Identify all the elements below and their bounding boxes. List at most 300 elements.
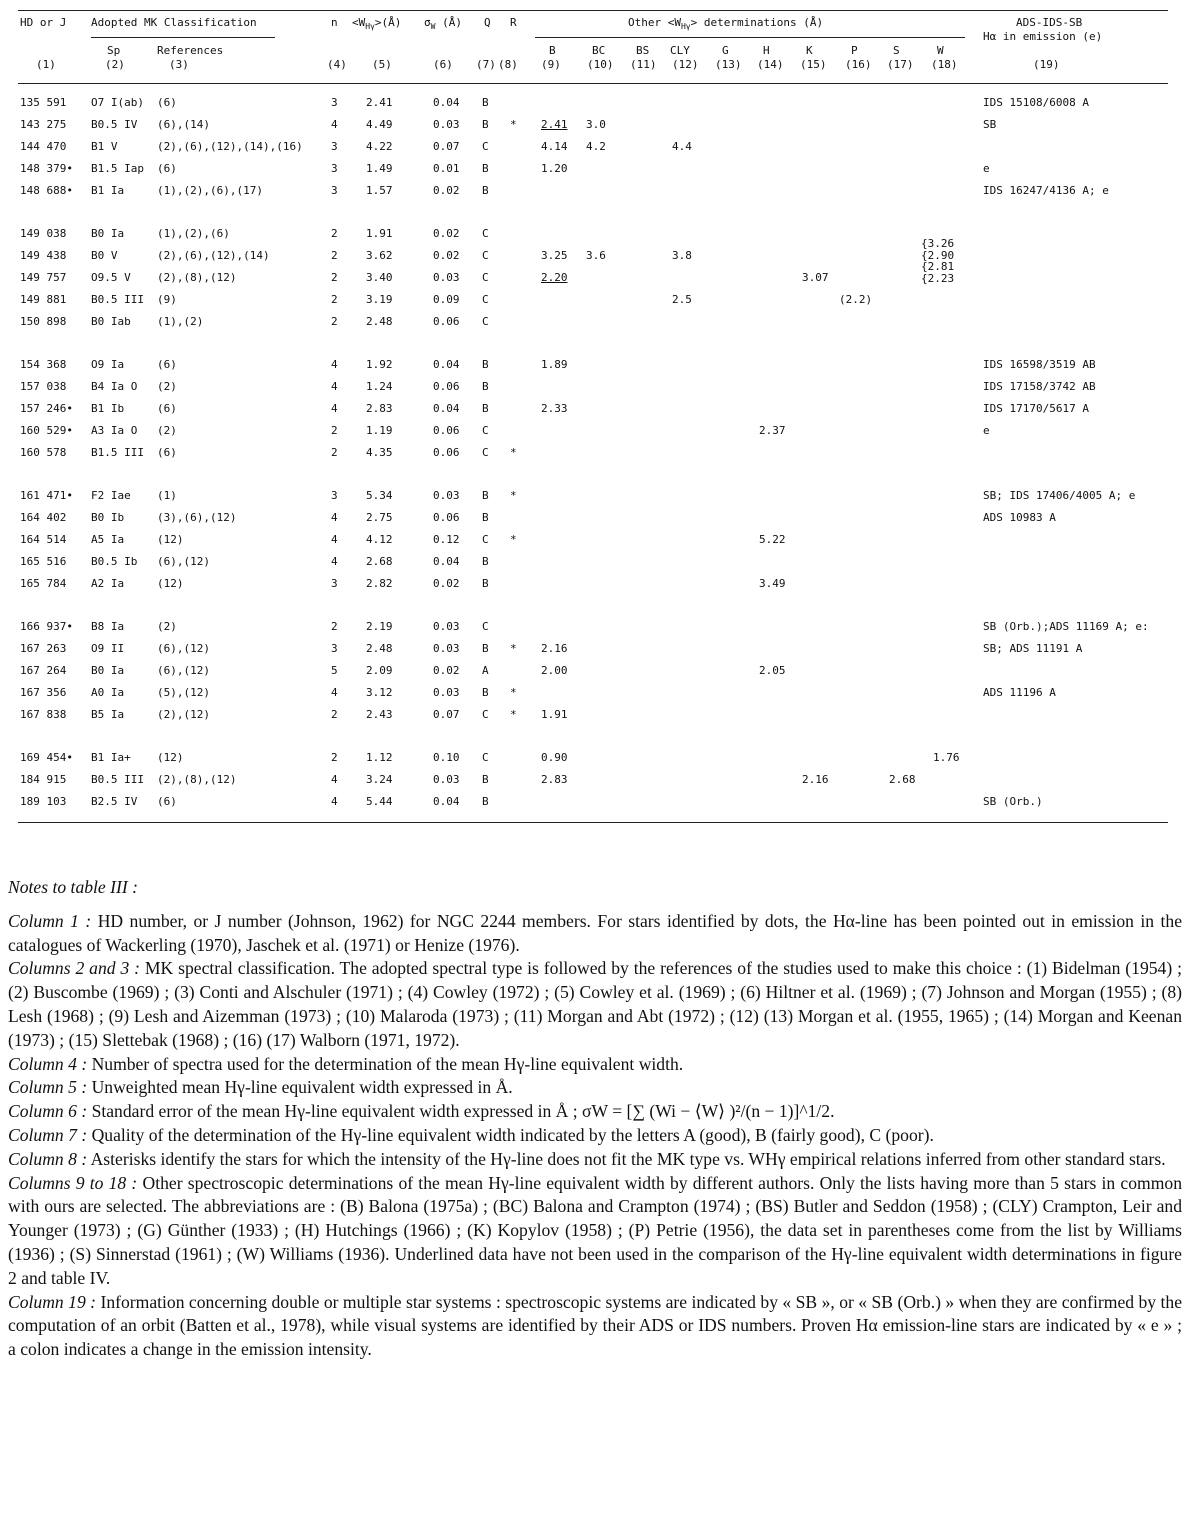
cell-sig: 0.10 [433, 751, 460, 764]
cell-sig: 0.04 [433, 794, 460, 808]
cell-sig: 0.09 [433, 292, 460, 306]
cell-n: 4 [331, 685, 338, 699]
cell-hd: 160 529• [20, 423, 73, 437]
header-mk-group: Adopted MK Classification [91, 16, 257, 29]
cell-w: 1.19 [366, 423, 393, 437]
cell-h: 2.05 [759, 663, 786, 677]
cell-bc: 3.0 [586, 117, 606, 131]
cell-hd: 166 937• [20, 620, 73, 633]
notes-title: Notes to table III : [8, 877, 138, 897]
note-paragraph [8, 1100, 1182, 1124]
header-other-col-cly: CLY [670, 44, 690, 57]
header-w-mean [352, 16, 401, 34]
cell-bc: 4.2 [586, 139, 606, 153]
cell-q: C [482, 248, 489, 262]
cell-sig: 0.02 [433, 248, 460, 262]
cell-n: 2 [331, 445, 338, 459]
cell-sp: B0 Iab [91, 314, 131, 328]
cell-sig: 0.04 [433, 554, 460, 568]
cell-q: C [482, 270, 489, 284]
cell-hd: 165 516 [20, 554, 67, 568]
cell-hd: 184 915 [20, 772, 67, 786]
cell-refs: (9) [157, 292, 177, 306]
cell-refs: (5),(12) [157, 685, 210, 699]
cell-w: 1.12 [366, 751, 393, 764]
cell-sp: O9 Ia [91, 358, 125, 371]
header-col-number-14: (14) [757, 58, 784, 71]
cell-refs: (2),(6),(12),(14),(16) [157, 139, 303, 153]
cell-k: 2.16 [802, 772, 829, 786]
cell-ads: IDS 16247/4136 A; e [983, 183, 1109, 197]
cell-hd: 144 470 [20, 139, 67, 153]
cell-sig: 0.03 [433, 620, 460, 633]
note-label: Column 6 : [8, 1101, 88, 1122]
cell-q: B [482, 794, 489, 808]
cell-hd: 148 688• [20, 183, 73, 197]
header-col-number-16: (16) [845, 58, 872, 71]
cell-q: A [482, 663, 489, 677]
cell-sp: B0 Ib [91, 510, 125, 524]
cell-sp: O9.5 V [91, 270, 131, 284]
note-label: Column 5 : [8, 1077, 88, 1098]
cell-sig: 0.06 [433, 445, 460, 459]
cell-refs: (2) [157, 620, 177, 633]
note-text: HD number, or J number (Johnson, 1962) for NGC 2244 members. For stars identified by dots, the Hα-line has been pointed out in emission in the catalogues of Wackerling (1970), Jaschek et al. (1971) or Henize (1976). [8, 910, 1182, 955]
header-refs: References [157, 44, 224, 57]
note-label: Columns 9 to 18 : [8, 1172, 138, 1193]
cell-sp: B0 V [91, 248, 118, 262]
header-sigma [424, 16, 462, 34]
cell-sp: B2.5 IV [91, 794, 138, 808]
cell-hd: 164 402 [20, 510, 67, 524]
cell-sp: B8 Ia [91, 620, 125, 633]
cell-refs: (2) [157, 423, 177, 437]
cell-sig: 0.02 [433, 183, 460, 197]
cell-n: 3 [331, 139, 338, 153]
cell-refs: (6) [157, 358, 177, 371]
note-label: Column 7 : [8, 1124, 88, 1145]
cell-hd: 154 368 [20, 358, 67, 371]
cell-n: 2 [331, 227, 338, 240]
cell-ads: SB; IDS 17406/4005 A; e [983, 489, 1136, 502]
cell-q: B [482, 401, 489, 415]
cell-sp: B1 Ib [91, 401, 125, 415]
cell-b: 2.41 [541, 117, 568, 131]
cell-refs: (6) [157, 401, 177, 415]
cell-n: 4 [331, 794, 338, 808]
cell-r: * [510, 685, 517, 699]
cell-n: 4 [331, 772, 338, 786]
cell-sp: B0 Ia [91, 227, 125, 240]
header-q: Q [484, 16, 491, 29]
header-sigma-label: σ [424, 16, 431, 29]
cell-refs: (6) [157, 794, 177, 808]
cell-ads: e [983, 161, 990, 175]
cell-refs: (2) [157, 379, 177, 393]
cell-sig: 0.06 [433, 423, 460, 437]
cell-hd: 149 881 [20, 292, 67, 306]
cell-q: C [482, 532, 489, 546]
cell-r: * [510, 707, 517, 721]
cell-ads: SB (Orb.);ADS 11169 A; e: [983, 620, 1149, 633]
cell-n: 2 [331, 620, 338, 633]
w-bracket-value [921, 273, 954, 285]
cell-ads: ADS 11196 A [983, 685, 1056, 699]
brace-glyph: { [921, 271, 928, 285]
cell-sp: A3 Ia O [91, 423, 138, 437]
cell-b: 3.25 [541, 248, 568, 262]
cell-hd: 169 454• [20, 751, 73, 764]
note-label: Columns 2 and 3 : [8, 958, 140, 979]
cell-r: * [510, 532, 517, 546]
cell-b: 4.14 [541, 139, 568, 153]
cell-hd: 143 275 [20, 117, 67, 131]
cell-ads: IDS 17170/5617 A [983, 401, 1089, 415]
cell-n: 2 [331, 314, 338, 328]
cell-q: B [482, 183, 489, 197]
cell-h: 2.37 [759, 423, 786, 437]
w-bracket-text: 2.81 [927, 260, 955, 273]
cell-w: 3.40 [366, 270, 393, 284]
note-label: Column 4 : [8, 1053, 88, 1074]
note-label: Column 1 : [8, 910, 92, 931]
cell-hd: 149 038 [20, 227, 67, 240]
cell-sig: 0.06 [433, 379, 460, 393]
cell-n: 3 [331, 576, 338, 590]
cell-w: 2.43 [366, 707, 393, 721]
note-label: Column 8 : [8, 1148, 88, 1169]
header-col-number-15: (15) [800, 58, 827, 71]
cell-refs: (6),(12) [157, 663, 210, 677]
cell-hd: 157 038 [20, 379, 67, 393]
cell-r: * [510, 489, 517, 502]
cell-n: 2 [331, 423, 338, 437]
cell-refs: (2),(8),(12) [157, 270, 237, 284]
cell-sp: B0.5 Ib [91, 554, 138, 568]
cell-s: 2.68 [889, 772, 916, 786]
brace-glyph: { [921, 260, 928, 273]
cell-b: 2.00 [541, 663, 568, 677]
header-other-col-p: P [851, 44, 858, 57]
header-col-number-3: (3) [169, 58, 189, 71]
cell-n: 2 [331, 751, 338, 764]
cell-sp: B0.5 IV [91, 117, 138, 131]
cell-n: 4 [331, 554, 338, 568]
header-col-number-7: (7) [476, 58, 496, 71]
header-col-number-8: (8) [498, 58, 518, 71]
cell-w: 1.24 [366, 379, 393, 393]
header-other-col-bc: BC [592, 44, 606, 57]
table-bottom-rule [18, 822, 1168, 823]
cell-sig: 0.01 [433, 161, 460, 175]
cell-ads: IDS 17158/3742 AB [983, 379, 1096, 393]
cell-sp: O9 II [91, 641, 125, 655]
cell-n: 2 [331, 707, 338, 721]
cell-b: 0.90 [541, 751, 568, 764]
note-text: Unweighted mean Hγ-line equivalent width expressed in Å. [87, 1077, 513, 1098]
cell-refs: (6),(14) [157, 117, 210, 131]
w-bracket-text: 3.26 [927, 237, 955, 250]
cell-hd: 157 246• [20, 401, 73, 415]
note-text: Number of spectra used for the determination of the mean Hγ-line equivalent width. [87, 1053, 684, 1074]
cell-w: 2.41 [366, 96, 393, 109]
cell-refs: (1),(2) [157, 314, 204, 328]
cell-n: 4 [331, 358, 338, 371]
cell-refs: (6),(12) [157, 554, 210, 568]
notes-body [8, 910, 1182, 1362]
note-text: Information concerning double or multiple star systems : spectroscopic systems are indicated by « SB », or « SB (Orb.) » when they are confirmed by the computation of an orbit (Batten et al., 1978), while visual systems are identified by their ADS or IDS numbers. Proven Hα emission-line stars are indicated by « e » ; a colon indicates a change in the emission intensity. [8, 1291, 1183, 1360]
header-other-group [628, 16, 823, 34]
cell-w: 1.76 [933, 751, 960, 764]
cell-sp: B4 Ia O [91, 379, 138, 393]
cell-q: C [482, 314, 489, 328]
cell-q: C [482, 423, 489, 437]
cell-q: B [482, 510, 489, 524]
cell-n: 2 [331, 292, 338, 306]
header-col-number-19: (19) [1033, 58, 1060, 71]
header-col-number-5: (5) [372, 58, 392, 71]
header-col-number-4: (4) [327, 58, 347, 71]
cell-sig: 0.03 [433, 772, 460, 786]
header-w-mean-label: <W [352, 16, 366, 29]
cell-hd: 189 103 [20, 794, 67, 808]
note-text: MK spectral classification. The adopted spectral type is followed by the references of the studies used to make this choice : (1) Bidelman (1954) ; (2) Buscombe (1969) ; (3) Conti and Alschuler (1971) ; (4) Cowley (1972) ; (5) Cowley et al. (1969) ; (6) Hiltner et al. (1969) ; (7) Johnson and Morgan (1955) ; (8) Lesh (1968) ; (9) Lesh and Aizemman (1973) ; (10) Malaroda (1973) ; (11) Morgan and Abt (1972) ; (12) (13) Morgan et al. (1955, 1965) ; (14) Morgan and Keenan (1973) ; (15) Slettebak (1968) ; (16) (17) Walborn (1971, 1972). [8, 958, 1182, 1050]
cell-w: 3.24 [366, 772, 393, 786]
cell-refs: (1),(2),(6) [157, 227, 230, 240]
header-r: R [510, 16, 517, 29]
cell-q: C [482, 620, 489, 633]
header-other-sub: Hγ [680, 22, 691, 32]
cell-b: 2.16 [541, 641, 568, 655]
w-bracket-text: 2.90 [927, 248, 955, 262]
cell-ads: e [983, 423, 990, 437]
cell-q: B [482, 379, 489, 393]
cell-ads: SB (Orb.) [983, 794, 1043, 808]
cell-w: 4.22 [366, 139, 393, 153]
header-w-mean-unit: >(Å) [374, 16, 402, 29]
header-other-col-w: W [937, 44, 944, 57]
cell-b: 1.20 [541, 161, 568, 175]
header-col-number-17: (17) [887, 58, 914, 71]
cell-h: 5.22 [759, 532, 786, 546]
header-col-number-1: (1) [36, 58, 56, 71]
cell-q: C [482, 751, 489, 764]
cell-w: 2.82 [366, 576, 393, 590]
cell-hd: 167 263 [20, 641, 67, 655]
cell-w: 2.19 [366, 620, 393, 633]
cell-n: 2 [331, 270, 338, 284]
cell-n: 3 [331, 161, 338, 175]
cell-refs: (6),(12) [157, 641, 210, 655]
cell-h: 3.49 [759, 576, 786, 590]
cell-r: * [510, 117, 517, 131]
cell-sig: 0.04 [433, 358, 460, 371]
cell-q: B [482, 772, 489, 786]
cell-hd: 149 757 [20, 270, 67, 284]
cell-n: 4 [331, 532, 338, 546]
header-other-col-bs: BS [636, 44, 650, 57]
note-paragraph [8, 1172, 1182, 1291]
cell-w: 2.48 [366, 314, 393, 328]
cell-w: 1.57 [366, 183, 393, 197]
cell-refs: (1),(2),(6),(17) [157, 183, 263, 197]
cell-w: 4.12 [366, 532, 393, 546]
header-other-col-s: S [893, 44, 900, 57]
cell-w: 2.09 [366, 663, 393, 677]
note-paragraph [8, 1076, 1182, 1100]
cell-hd: 167 356 [20, 685, 67, 699]
cell-w: 4.35 [366, 445, 393, 459]
cell-n: 3 [331, 183, 338, 197]
header-other-underline [535, 37, 965, 38]
cell-sp: A5 Ia [91, 532, 125, 546]
cell-sp: B5 Ia [91, 707, 125, 721]
table-header-rule [18, 83, 1168, 84]
header-hd: HD or J [20, 16, 67, 29]
cell-ads: IDS 15108/6008 A [983, 96, 1089, 109]
cell-w: 4.49 [366, 117, 393, 131]
cell-q: C [482, 139, 489, 153]
header-mk-underline [91, 37, 275, 38]
cell-w: 3.12 [366, 685, 393, 699]
cell-sp: B0.5 III [91, 292, 144, 306]
cell-sp: O7 I(ab) [91, 96, 144, 109]
cell-sig: 0.03 [433, 641, 460, 655]
cell-hd: 149 438 [20, 248, 67, 262]
w-bracket-text: 2.23 [927, 271, 955, 285]
note-text: Quality of the determination of the Hγ-line equivalent width indicated by the letters A (good), B (fairly good), C (poor). [87, 1124, 934, 1145]
cell-sig: 0.06 [433, 314, 460, 328]
header-other-tail: > determinations (Å) [690, 16, 824, 29]
cell-hd: 150 898 [20, 314, 67, 328]
cell-sig: 0.07 [433, 139, 460, 153]
header-ads-title: ADS-IDS-SB [1016, 16, 1083, 29]
header-col-number-2: (2) [105, 58, 125, 71]
cell-w: 2.48 [366, 641, 393, 655]
cell-n: 2 [331, 248, 338, 262]
header-other-col-h: H [763, 44, 770, 57]
cell-k: 3.07 [802, 270, 829, 284]
cell-q: B [482, 641, 489, 655]
note-paragraph [8, 1053, 1182, 1077]
cell-w: 1.91 [366, 227, 393, 240]
cell-b: 2.33 [541, 401, 568, 415]
cell-q: B [482, 489, 489, 502]
cell-w: 5.34 [366, 489, 393, 502]
cell-sp: F2 Iae [91, 489, 131, 502]
cell-refs: (6) [157, 96, 177, 109]
cell-hd: 167 838 [20, 707, 67, 721]
cell-bc: 3.6 [586, 248, 606, 262]
brace-glyph: { [921, 248, 928, 262]
header-other-col-b: B [549, 44, 556, 57]
cell-w: 1.49 [366, 161, 393, 175]
cell-sig: 0.04 [433, 96, 460, 109]
cell-q: B [482, 554, 489, 568]
cell-sp: B1.5 Iap [91, 161, 144, 175]
cell-cly: 2.5 [672, 292, 692, 306]
cell-q: B [482, 161, 489, 175]
cell-w: 5.44 [366, 794, 393, 808]
cell-sp: A2 Ia [91, 576, 125, 590]
cell-n: 3 [331, 489, 338, 502]
cell-b: 2.20 [541, 270, 568, 284]
cell-q: C [482, 227, 489, 240]
cell-q: B [482, 358, 489, 371]
cell-w: 1.92 [366, 358, 393, 371]
cell-sig: 0.06 [433, 510, 460, 524]
cell-q: B [482, 576, 489, 590]
cell-hd: 161 471• [20, 489, 73, 502]
cell-sig: 0.02 [433, 576, 460, 590]
cell-n: 5 [331, 663, 338, 677]
cell-sp: B0.5 III [91, 772, 144, 786]
cell-ads: SB; ADS 11191 A [983, 641, 1083, 655]
cell-sig: 0.07 [433, 707, 460, 721]
table-notes [8, 876, 1182, 1362]
cell-hd: 165 784 [20, 576, 67, 590]
header-other-col-g: G [722, 44, 729, 57]
note-label: Column 19 : [8, 1291, 97, 1312]
cell-refs: (12) [157, 532, 184, 546]
cell-refs: (3),(6),(12) [157, 510, 237, 524]
cell-w: 2.75 [366, 510, 393, 524]
cell-sp: B1 Ia [91, 183, 125, 197]
cell-sp: B1.5 III [91, 445, 144, 459]
header-col-number-10: (10) [587, 58, 614, 71]
cell-b: 1.89 [541, 358, 568, 371]
header-col-number-18: (18) [931, 58, 958, 71]
cell-sp: B0 Ia [91, 663, 125, 677]
cell-q: C [482, 707, 489, 721]
cell-refs: (1) [157, 489, 177, 502]
header-other-label: Other <W [628, 16, 681, 29]
cell-w: 2.68 [366, 554, 393, 568]
cell-sig: 0.03 [433, 685, 460, 699]
header-sp: Sp [107, 44, 121, 57]
cell-n: 3 [331, 96, 338, 109]
cell-b: 2.83 [541, 772, 568, 786]
w-bracket-values [921, 238, 954, 284]
cell-w: 2.83 [366, 401, 393, 415]
cell-sig: 0.03 [433, 270, 460, 284]
header-col-number-9: (9) [541, 58, 561, 71]
cell-q: C [482, 445, 489, 459]
note-paragraph [8, 1291, 1182, 1362]
header-col-number-11: (11) [630, 58, 657, 71]
cell-refs: (12) [157, 751, 184, 764]
cell-n: 4 [331, 379, 338, 393]
header-col-number-6: (6) [433, 58, 453, 71]
cell-refs: (2),(6),(12),(14) [157, 248, 270, 262]
cell-w: 3.62 [366, 248, 393, 262]
cell-ads: SB [983, 117, 997, 131]
cell-q: B [482, 685, 489, 699]
cell-q: C [482, 292, 489, 306]
cell-r: * [510, 641, 517, 655]
cell-ads: IDS 16598/3519 AB [983, 358, 1096, 371]
cell-hd: 160 578 [20, 445, 67, 459]
cell-cly: 4.4 [672, 139, 692, 153]
cell-sig: 0.03 [433, 489, 460, 502]
cell-cly: 3.8 [672, 248, 692, 262]
cell-q: B [482, 117, 489, 131]
header-col-number-13: (13) [715, 58, 742, 71]
brace-glyph: { [921, 237, 928, 250]
cell-hd: 148 379• [20, 161, 73, 175]
cell-sig: 0.02 [433, 227, 460, 240]
cell-n: 4 [331, 117, 338, 131]
